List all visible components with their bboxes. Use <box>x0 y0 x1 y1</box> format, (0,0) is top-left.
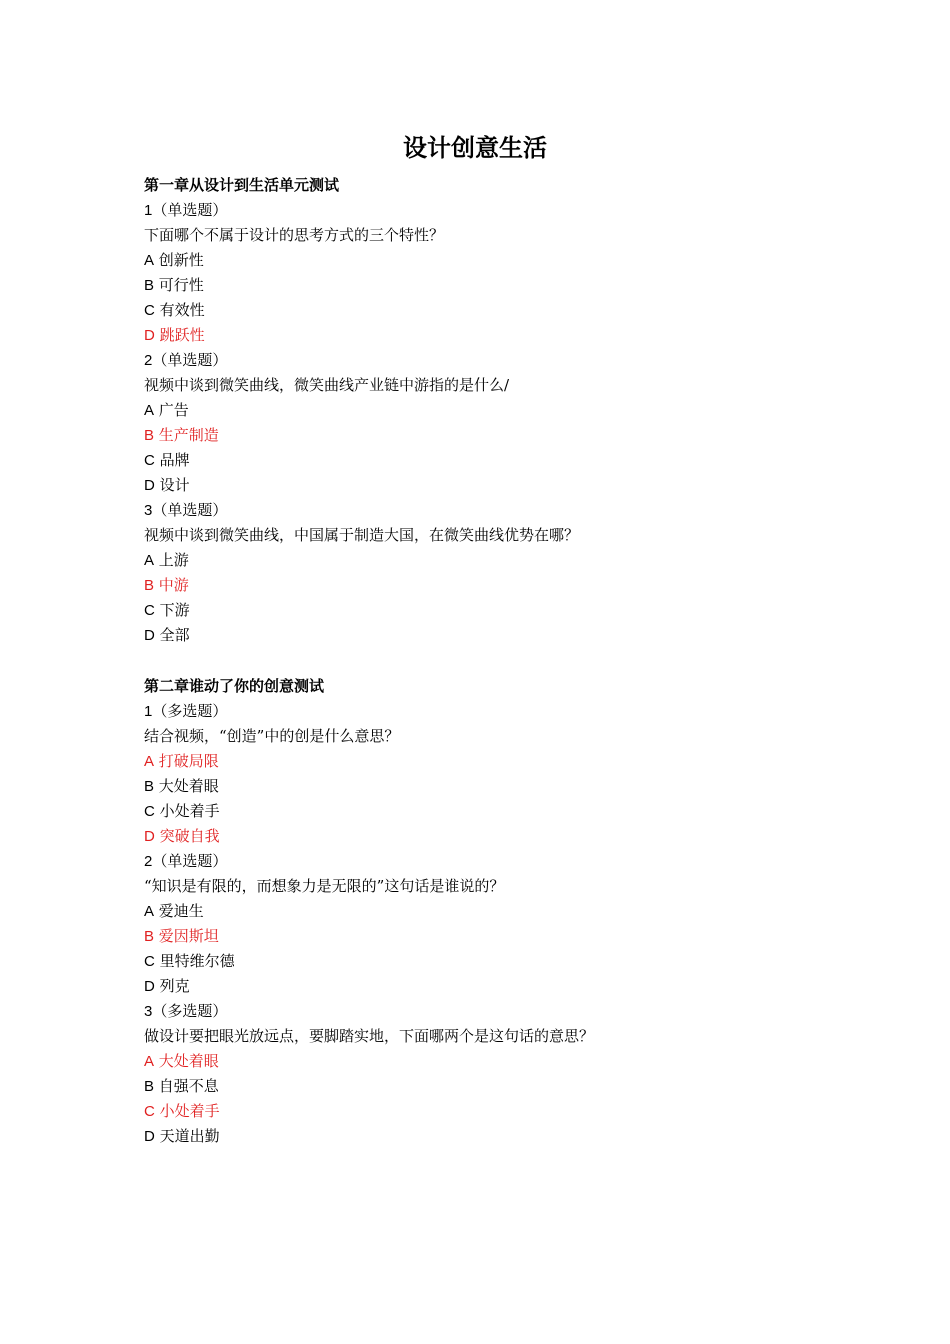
question-number <box>144 198 784 223</box>
answer-option <box>144 398 784 423</box>
question-number <box>144 348 784 373</box>
answer-option-correct <box>144 323 784 348</box>
question-number <box>144 849 784 874</box>
question-prompt: 视频中谈到微笑曲线，中国属于制造大国，在微笑曲线优势在哪？ <box>144 526 580 544</box>
option-text: 品牌 <box>159 451 190 469</box>
option-letter: B <box>144 427 155 444</box>
option-letter: B <box>144 1078 155 1095</box>
question-prompt: 结合视频，“创造”中的创是什么意思？ <box>144 727 400 745</box>
answer-option <box>144 548 784 573</box>
chapter-heading: 第二章谁动了你的创意测试 <box>144 677 325 695</box>
answer-option <box>144 799 784 824</box>
answer-option-correct <box>144 824 784 849</box>
option-text: 上游 <box>158 551 189 569</box>
option-text: 列克 <box>159 977 190 995</box>
option-text: 大处着眼 <box>158 777 219 795</box>
option-letter: C <box>144 953 155 970</box>
option-text: 跳跃性 <box>159 326 205 344</box>
option-text: 生产制造 <box>158 426 219 444</box>
question-number <box>144 699 784 724</box>
answer-option <box>144 1074 784 1099</box>
answer-option <box>144 949 784 974</box>
option-letter: D <box>144 477 155 494</box>
answer-option-correct <box>144 1099 784 1124</box>
answer-option-correct <box>144 573 784 598</box>
answer-option-correct <box>144 924 784 949</box>
question-type: （单选题） <box>152 501 228 519</box>
option-text: 爱迪生 <box>158 902 204 920</box>
option-letter: A <box>144 252 155 269</box>
question-type: （单选题） <box>152 201 228 219</box>
option-text: 中游 <box>158 576 189 594</box>
option-letter: C <box>144 1103 155 1120</box>
option-text: 爱因斯坦 <box>158 927 219 945</box>
question-index: 1 <box>144 202 153 219</box>
option-letter: D <box>144 978 155 995</box>
option-letter: B <box>144 928 155 945</box>
question-prompt: 视频中谈到微笑曲线，微笑曲线产业链中游指的是什么/ <box>144 376 510 394</box>
option-letter: A <box>144 753 155 770</box>
option-letter: D <box>144 327 155 344</box>
document-body <box>144 173 784 1149</box>
option-text: 创新性 <box>158 251 204 269</box>
option-text: 自强不息 <box>158 1077 219 1095</box>
chapter-spacer <box>144 648 784 674</box>
question-index: 2 <box>144 853 153 870</box>
option-letter: A <box>144 1053 155 1070</box>
question-number <box>144 498 784 523</box>
document-title: 设计创意生活 <box>403 134 547 162</box>
answer-option <box>144 598 784 623</box>
question-type: （多选题） <box>152 1002 228 1020</box>
option-text: 天道出勤 <box>159 1127 220 1145</box>
option-letter: B <box>144 778 155 795</box>
question-type: （单选题） <box>152 852 228 870</box>
answer-option-correct <box>144 1049 784 1074</box>
answer-option <box>144 899 784 924</box>
chapter-heading: 第一章从设计到生活单元测试 <box>144 176 340 194</box>
option-letter: B <box>144 577 155 594</box>
option-text: 全部 <box>159 626 190 644</box>
answer-option-correct <box>144 423 784 448</box>
option-text: 可行性 <box>158 276 204 294</box>
answer-option <box>144 273 784 298</box>
option-letter: D <box>144 627 155 644</box>
answer-option <box>144 623 784 648</box>
question-type: （多选题） <box>152 702 228 720</box>
option-letter: A <box>144 552 155 569</box>
question-prompt: 下面哪个不属于设计的思考方式的三个特性？ <box>144 226 445 244</box>
option-letter: B <box>144 277 155 294</box>
option-text: 里特维尔德 <box>159 952 235 970</box>
question-index: 1 <box>144 703 153 720</box>
option-text: 设计 <box>159 476 190 494</box>
answer-option <box>144 974 784 999</box>
question-prompt: “知识是有限的，而想象力是无限的”这句话是谁说的？ <box>144 877 505 895</box>
answer-option <box>144 473 784 498</box>
option-letter: D <box>144 828 155 845</box>
option-text: 小处着手 <box>159 802 220 820</box>
question-prompt: 做设计要把眼光放远点，要脚踏实地，下面哪两个是这句话的意思？ <box>144 1027 595 1045</box>
option-text: 小处着手 <box>159 1102 220 1120</box>
option-text: 打破局限 <box>158 752 219 770</box>
answer-option <box>144 448 784 473</box>
option-text: 突破自我 <box>159 827 220 845</box>
option-letter: C <box>144 302 155 319</box>
answer-option <box>144 298 784 323</box>
question-type: （单选题） <box>152 351 228 369</box>
option-text: 广告 <box>158 401 189 419</box>
option-letter: C <box>144 452 155 469</box>
question-index: 3 <box>144 502 153 519</box>
answer-option <box>144 1124 784 1149</box>
answer-option <box>144 248 784 273</box>
question-index: 3 <box>144 1003 153 1020</box>
option-letter: C <box>144 803 155 820</box>
answer-option <box>144 774 784 799</box>
answer-option-correct <box>144 749 784 774</box>
option-text: 有效性 <box>159 301 205 319</box>
option-text: 下游 <box>159 601 190 619</box>
option-letter: A <box>144 402 155 419</box>
question-number <box>144 999 784 1024</box>
option-letter: D <box>144 1128 155 1145</box>
option-letter: A <box>144 903 155 920</box>
question-index: 2 <box>144 352 153 369</box>
option-text: 大处着眼 <box>158 1052 219 1070</box>
option-letter: C <box>144 602 155 619</box>
